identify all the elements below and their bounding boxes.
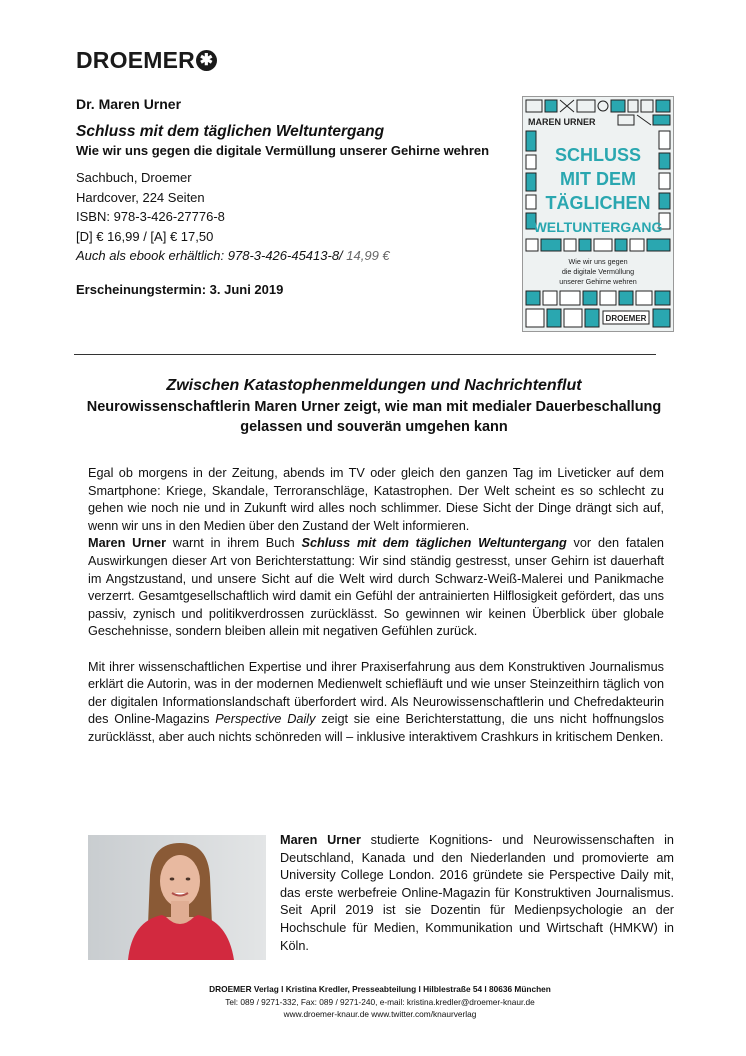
ebook-info [76,246,496,266]
book-title: Schluss mit dem täglichen Weltuntergang [76,123,385,140]
ebook-isbn: Auch als ebook erhältlich: 978-3-426-45413-8/ [76,248,343,263]
book-cover [522,96,674,332]
author-name: Maren Urner [88,536,167,551]
press-headline [74,375,674,437]
cover-subtitle-line-1: Wie wir uns gegen [568,257,628,266]
book-genre: Sachbuch, Droemer [76,170,192,185]
cover-publisher: DROEMER [605,314,647,323]
bio-text: studierte Kognitions- und Neurowissenschaften in Deutschland, Kanada und den Niederlanden und promovierte am University College London. 2016 gründete sie Perspective Daily mit, das erste werbefreie Online-Magazin für Konstruktiven Journalismus. Seit April 2019 ist sie Dozentin für Medienpsychologie an der Hochschule für Medien, Kommunikation und Wirtschaft (HMKW) in Köln. [280,833,674,953]
author-bio [280,832,674,955]
divider [74,354,656,355]
magazine-name: Perspective Daily [215,712,316,727]
footer-contact: Tel: 089 / 9271-332, Fax: 089 / 9271-240, e-mail: kristina.kredler@droemer-knaur.de [225,996,535,1007]
body-paragraph-2: Maren Urner warnt in ihrem Buch Schluss mit dem täglichen Weltuntergang vor den fatalen Auswirkungen dieser Art von Berichterstattung: Wir sind ständig gestresst, unser Gehirn ist dauerhaft im Angstzustand, und unsere Sicht auf die Welt wird durch Schwarz-Weiß-Malerei und Panikmache verzerrt. Gesamtgesellschaftlich wird damit ein Gefühl der antrainierten Hilflosigkeit gefördert, das uns passiv, zynisch und politikverdrossen zurücklässt. So gewinnen wir keinen Überblick über globale Geschehnisse, sondern bleiben allein mit negativen Gefühlen zurück. [88,536,664,639]
release-date: Erscheinungstermin: 3. Juni 2019 [76,281,284,297]
book-format: Hardcover, 224 Seiten [76,189,205,205]
cover-author: MAREN URNER [528,117,596,127]
headline-main: Zwischen Katastophenmeldungen und Nachrichtenflut [166,377,582,394]
book-author: Dr. Maren Urner [76,96,182,112]
footer [100,983,660,1021]
star-logo-icon: ✱ [196,50,217,71]
headline-sub: Neurowissenschaftlerin Maren Urner zeigt, wie man mit medialer Dauerbeschallung gelassen und souverän umgehen kann [86,399,662,435]
cover-illustration [523,97,673,331]
book-isbn: ISBN: 978-3-426-27776-8 [76,209,225,224]
book-info [76,95,496,299]
press-body [88,465,664,747]
body-paragraph-1: Egal ob morgens in der Zeitung, abends im TV oder gleich den ganzen Tag im Liveticker auf dem Smartphone: Kriege, Skandale, Terroranschläge, Katastrophen. Der Welt scheint es so schlecht zu gehen wie noch nie und in Zukunft wird alles noch schlimmer. Diese Sicht der Dinge drängt sich auf, wenn wir uns in den Medien über den Zustand der Welt informieren. [88,466,664,533]
cover-title-line-2: MIT DEM [560,169,636,189]
logo-text: DROEMER [76,47,195,73]
cover-title-line-4: WELTUNTERGANG [533,219,663,235]
bio-name: Maren Urner [280,833,361,847]
cover-title-line-3: TÄGLICHEN [545,193,651,213]
book-price: [D] € 16,99 / [A] € 17,50 [76,228,214,244]
publisher-logo [76,47,217,74]
author-photo [88,835,266,960]
cover-subtitle-line-2: die digitale Vermüllung [561,267,635,276]
book-subtitle: Wie wir uns gegen die digitale Vermüllung unserer Gehirne wehren [76,143,490,158]
footer-links: www.droemer-knaur.de www.twitter.com/knaurverlag [283,1009,477,1019]
body-paragraph-3: Mit ihrer wissenschaftlichen Expertise und ihrer Praxiserfahrung aus dem Konstruktiven Journalismus erklärt die Autorin, was in der modernen Medienwelt schiefläuft und wie unser Steinzeithirn täglich von der digitalen Informationslandschaft überfordert wird. Als Neurowissenschaftlerin und Chefredakteurin des Online-Magazins Perspective Daily zeigt sie eine Berichterstattung, die uns nicht hoffnungslos zurücklässt, aber auch nichts schönreden will – inklusive interaktivem Crashkurs in kritischem Denken. [88,659,664,744]
ebook-price: 14,99 € [342,248,390,263]
footer-address: DROEMER Verlag l Kristina Kredler, Presseabteilung l Hilblestraße 54 l 80636 München [209,984,551,994]
book-title-inline: Schluss mit dem täglichen Weltuntergang [301,536,567,551]
cover-subtitle-line-3: unserer Gehirne wehren [559,277,637,286]
cover-title-line-1: SCHLUSS [554,145,642,165]
